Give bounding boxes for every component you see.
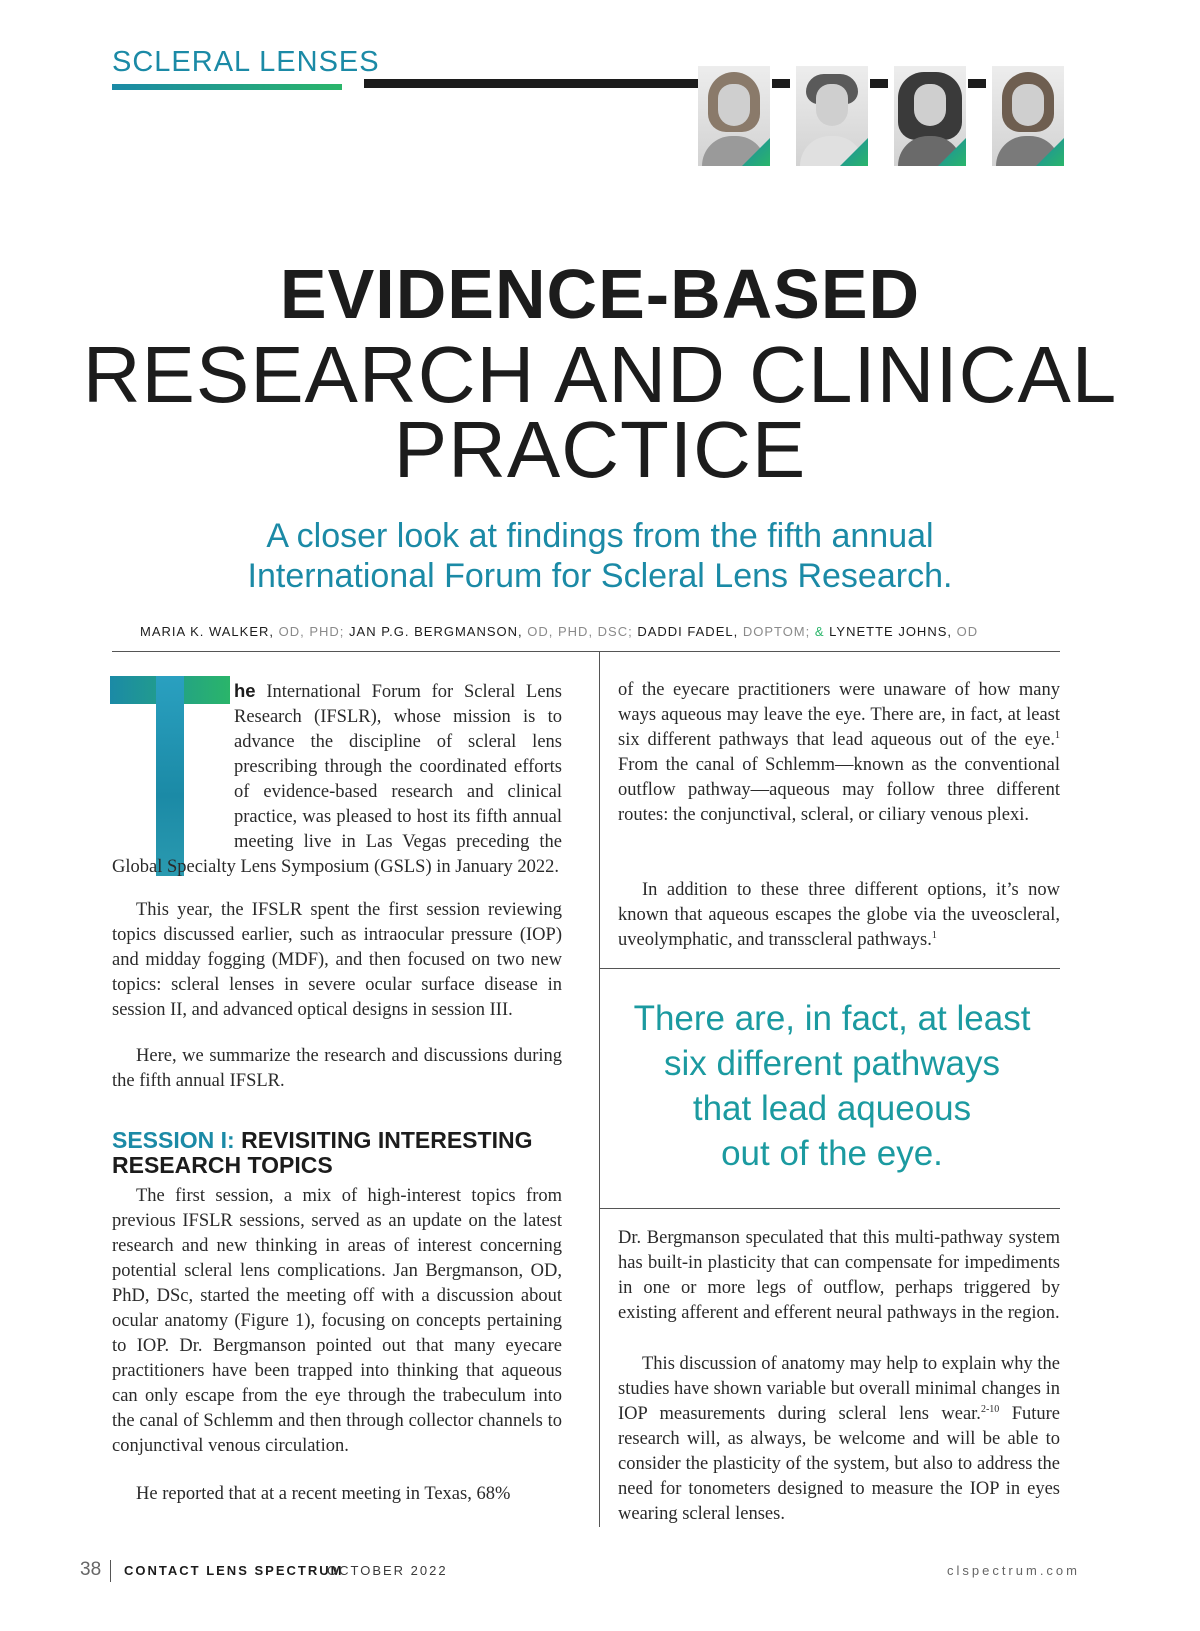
pull-quote	[612, 996, 1052, 1176]
paragraph: The first session, a mix of high-interest topics from previous IFSLR sessions, served as an update on the latest research and new thinking in areas of interest concerning potential scleral lens complications. Jan Bergmanson, OD, PhD, DSc, started the meeting off with a discussion about ocular anatomy (Figure 1), focusing on concepts pertaining to IOP. Dr. Bergmanson pointed out that many eyecare practitioners have been trapped into thinking that aqueous can only escape from the eye through the trabeculum into the canal of Schlemm and then through collector channels to conjunctival venous circulation.	[112, 1186, 562, 1456]
website-link[interactable]: clspectrum.com	[946, 1563, 1080, 1578]
reference: 2-10	[980, 1403, 1000, 1415]
page-number: 38	[80, 1559, 102, 1580]
footer	[80, 1559, 1080, 1586]
headline-bold: EVIDENCE-BASED	[279, 255, 921, 333]
header-dash	[870, 79, 888, 88]
publication-date: OCTOBER 2022	[327, 1563, 448, 1578]
publication-name: CONTACT LENS SPECTRUM	[124, 1563, 344, 1578]
author-name: JAN P.G. BERGMANSON,	[344, 624, 523, 639]
byline-ampersand: &	[810, 624, 825, 639]
author-portrait-2	[796, 66, 868, 166]
deck-line-1: A closer look at findings from the fifth annual	[266, 517, 934, 555]
author-credentials: DOPTOM;	[738, 624, 811, 639]
author-name: DADDI FADEL,	[632, 624, 739, 639]
paragraph-text: Future research will, as always, be welcome and will be able to consider the plasticity of the system, but also to address the need for tonometers designed to measure the IOP in eyes wearing scleral lenses.	[618, 1404, 1060, 1524]
paragraph	[618, 878, 1060, 953]
paragraph-text: From the canal of Schlemm—known as the conventional outflow pathway—aqueous may follow three different routes: the conjunctival, scleral, or ciliary venous plexi.	[618, 755, 1060, 825]
pull-quote-line: out of the eye.	[721, 1134, 943, 1173]
header-rule	[364, 79, 699, 88]
paragraph: This year, the IFSLR spent the first session reviewing topics discussed earlier, such as intraocular pressure (IOP) and midday fogging (MDF), and then focused on two new topics: scleral lenses in severe ocular surface disease in session II, and advanced optical designs in session III.	[112, 900, 562, 1020]
header-dash	[968, 79, 986, 88]
pull-quote-line: that lead aqueous	[692, 1089, 972, 1128]
author-credentials: OD	[952, 624, 979, 639]
section-heading	[112, 1128, 592, 1178]
author-name: MARIA K. WALKER,	[140, 624, 274, 639]
paragraph-text: In addition to these three different options, it’s now known that aqueous escapes the globe via the uveoscleral, uveolymphatic, and transscleral pathways.	[618, 880, 1060, 950]
paragraph: Here, we summarize the research and discussions during the fifth annual IFSLR.	[112, 1046, 562, 1091]
author-credentials: OD, PHD;	[274, 624, 345, 639]
section-label: SCLERAL LENSES	[112, 46, 380, 78]
intro-paragraph	[112, 678, 562, 880]
paragraph: Dr. Bergmanson speculated that this multi-pathway system has built-in plasticity that can compensate for impediments in one or more legs of outflow, perhaps triggered by existing afferent and efferent neural pathways in the region.	[618, 1228, 1060, 1323]
author-credentials: OD, PHD, DSC;	[522, 624, 633, 639]
headline-line-2: RESEARCH AND CLINICAL	[82, 330, 1118, 419]
byline-rule	[112, 651, 1060, 652]
paragraph	[618, 1352, 1060, 1527]
reference: 1	[931, 929, 937, 941]
pull-quote-line: There are, in fact, at least	[633, 999, 1031, 1038]
footer-divider	[110, 1560, 111, 1582]
pullquote-rule-top	[599, 968, 1060, 969]
paragraph-text: This discussion of anatomy may help to explain why the studies have shown variable but overall minimal changes in IOP measurements during scleral lens wear.	[618, 1354, 1060, 1424]
deck-line-2: International Forum for Scleral Lens Research.	[247, 557, 953, 595]
byline	[140, 624, 1070, 639]
author-portrait-3	[894, 66, 966, 166]
section-underline	[112, 84, 342, 90]
paragraph: He reported that at a recent meeting in Texas, 68%	[136, 1484, 511, 1504]
pullquote-rule-bottom	[599, 1208, 1060, 1209]
column-divider	[599, 651, 600, 1527]
intro-text: International Forum for Scleral Lens Research (IFSLR), whose mission is to advance the discipline of scleral lens prescribing through the coordinated efforts of evidence-based research and clinical practice, was pleased to host its fifth annual meeting live in Las Vegas preceding the Global Specialty Lens Symposium (GSLS) in January 2022.	[112, 682, 562, 877]
lead-word: he	[234, 680, 256, 701]
section-heading-title: REVISITING INTERESTING RESEARCH TOPICS	[112, 1127, 533, 1178]
headline-line-3: PRACTICE	[393, 405, 807, 494]
reference: 1	[1055, 729, 1060, 741]
author-name: LYNETTE JOHNS,	[824, 624, 952, 639]
drop-cap-spacer	[112, 678, 234, 850]
author-portrait-4	[992, 66, 1064, 166]
drop-cap-letter	[110, 672, 111, 673]
header-dash	[772, 79, 790, 88]
author-portrait-1	[698, 66, 770, 166]
section-heading-tag: SESSION I:	[112, 1127, 235, 1153]
paragraph-text: of the eyecare practitioners were unaware of how many ways aqueous may leave the eye. There are, in fact, at least six different pathways that lead aqueous out of the eye.	[618, 680, 1060, 750]
pull-quote-line: six different pathways	[664, 1044, 1000, 1083]
paragraph	[618, 678, 1060, 828]
